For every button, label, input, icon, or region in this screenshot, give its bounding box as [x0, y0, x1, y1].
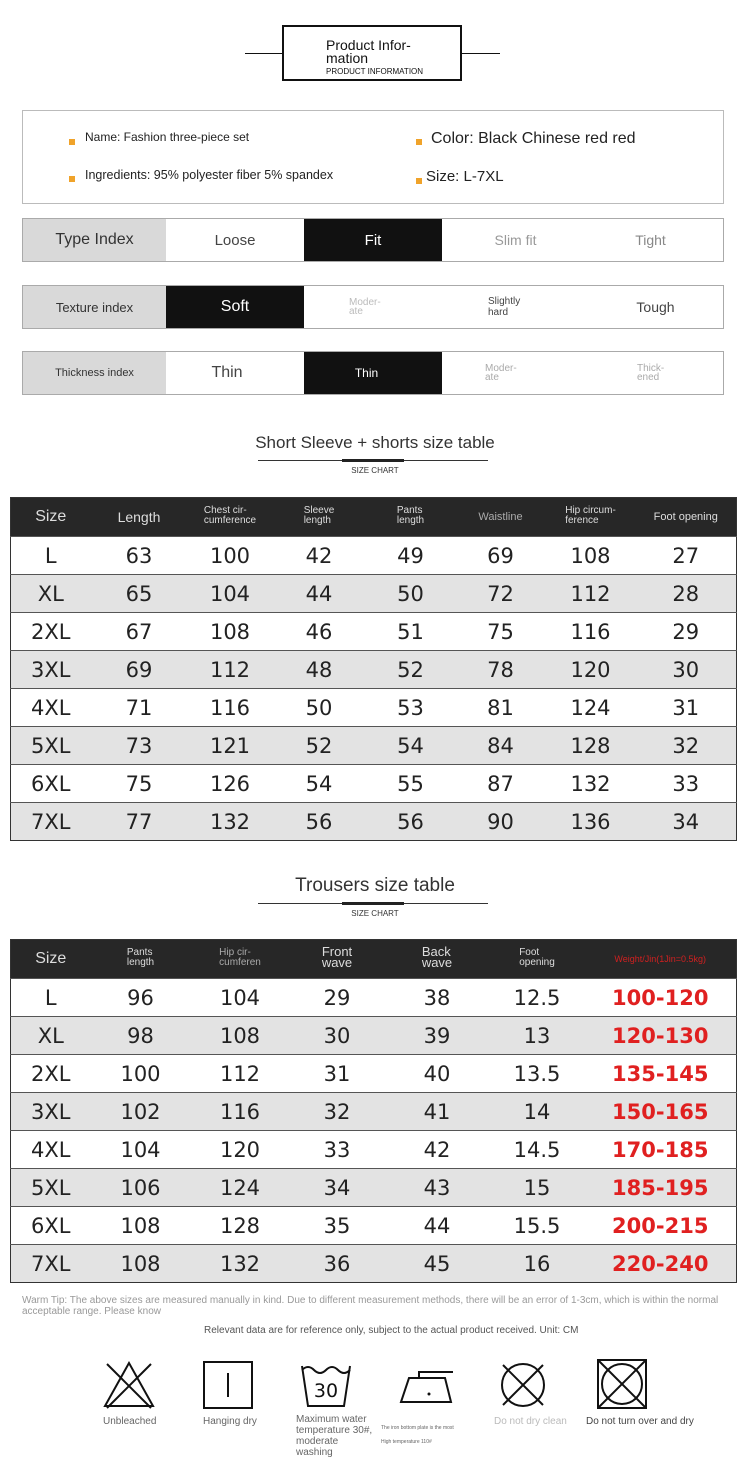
table-row: [11, 613, 737, 651]
table-cell: 14.5: [490, 1131, 585, 1169]
table-cell: 50: [273, 689, 366, 727]
short-sleeve-size-table: [10, 497, 737, 841]
table-cell: 44: [273, 575, 366, 613]
table-cell: 112: [546, 575, 636, 613]
care-label-hanging-dry: Hanging dry: [203, 1416, 257, 1427]
table-cell: 220-240: [585, 1245, 737, 1283]
table-cell: 15.5: [490, 1207, 585, 1245]
table-cell: 46: [273, 613, 366, 651]
table-cell: 38: [385, 979, 490, 1017]
table-cell: 40: [385, 1055, 490, 1093]
table-row: [11, 979, 737, 1017]
table-cell: 136: [546, 803, 636, 841]
table-cell: 50: [366, 575, 456, 613]
hang-dry-icon: [202, 1360, 254, 1410]
table-cell: 73: [91, 727, 188, 765]
table-cell: 116: [188, 689, 273, 727]
table-cell: 116: [191, 1093, 290, 1131]
table-cell: 36: [290, 1245, 385, 1283]
table-cell: 100: [91, 1055, 191, 1093]
table-cell: 132: [188, 803, 273, 841]
table-cell: 106: [91, 1169, 191, 1207]
table-row: [11, 1131, 737, 1169]
care-label-no-dry-clean: Do not dry clean: [494, 1416, 567, 1427]
care-label-unbleached: Unbleached: [103, 1416, 157, 1427]
table-cell: 48: [273, 651, 366, 689]
no-bleach-icon: [103, 1360, 155, 1410]
col-header: Weight/Jin(1Jin=0.5kg): [585, 940, 737, 979]
thickness-index-label: Thickness index: [23, 352, 166, 394]
table-cell: 124: [546, 689, 636, 727]
col-header: Pants length: [366, 498, 456, 537]
table-cell: 84: [456, 727, 546, 765]
texture-index-label: Texture index: [23, 286, 166, 328]
table-cell: 102: [91, 1093, 191, 1131]
table-row: [11, 651, 737, 689]
iron-icon: [399, 1370, 465, 1406]
table-cell: 51: [366, 613, 456, 651]
col-header: Sleeve length: [273, 498, 366, 537]
table-cell: 124: [191, 1169, 290, 1207]
thickness-option-thin: Thin: [211, 364, 243, 381]
table-cell: 28: [636, 575, 737, 613]
thickness-option-thin-selected: Thin: [354, 366, 379, 380]
type-option-slim-fit: Slim fit: [494, 232, 537, 248]
table-cell: 108: [188, 613, 273, 651]
info-name: Name: Fashion three-piece set: [85, 130, 250, 144]
table-cell: 132: [191, 1245, 290, 1283]
table-cell: 32: [636, 727, 737, 765]
bullet-icon: [416, 178, 422, 184]
table-cell: 42: [385, 1131, 490, 1169]
table-cell: 43: [385, 1169, 490, 1207]
table-cell: 128: [191, 1207, 290, 1245]
table-cell: 56: [366, 803, 456, 841]
table-cell: 75: [456, 613, 546, 651]
table-cell: 13.5: [490, 1055, 585, 1093]
col-header: Length: [91, 498, 188, 537]
table-cell: 100-120: [585, 979, 737, 1017]
type-index-row: [22, 218, 724, 262]
size-cell: 2XL: [11, 1055, 91, 1093]
care-label-no-tumble: Do not turn over and dry: [586, 1416, 694, 1427]
table-cell: 16: [490, 1245, 585, 1283]
table2-body: [11, 979, 737, 1283]
header-left-rule: [245, 53, 282, 54]
table-row: [11, 537, 737, 575]
table-cell: 31: [636, 689, 737, 727]
table-row: [11, 1207, 737, 1245]
table-header-row: [11, 940, 737, 979]
table-cell: 52: [366, 651, 456, 689]
reference-note: Relevant data are for reference only, subject to the actual product received. Unit: CM: [204, 1325, 579, 1336]
table-cell: 52: [273, 727, 366, 765]
table-cell: 120: [546, 651, 636, 689]
type-option-loose: Loose: [214, 231, 256, 249]
table-cell: 56: [273, 803, 366, 841]
bullet-icon: [416, 139, 422, 145]
table-cell: 55: [366, 765, 456, 803]
no-tumble-dry-icon: [596, 1358, 648, 1410]
table-row: [11, 1017, 737, 1055]
table-cell: 30: [290, 1017, 385, 1055]
table-cell: 72: [456, 575, 546, 613]
table-cell: 14: [490, 1093, 585, 1131]
table-cell: 39: [385, 1017, 490, 1055]
size-cell: XL: [11, 575, 91, 613]
table-cell: 87: [456, 765, 546, 803]
table-row: [11, 1245, 737, 1283]
texture-option-moderate: Moder- ate: [349, 297, 381, 317]
table-cell: 34: [290, 1169, 385, 1207]
table-cell: 65: [91, 575, 188, 613]
table-cell: 77: [91, 803, 188, 841]
size-cell: 5XL: [11, 1169, 91, 1207]
bullet-icon: [69, 139, 75, 145]
size-cell: 4XL: [11, 689, 91, 727]
table-cell: 27: [636, 537, 737, 575]
col-header: Pants length: [91, 940, 191, 979]
table-cell: 116: [546, 613, 636, 651]
table-cell: 31: [290, 1055, 385, 1093]
table-cell: 30: [636, 651, 737, 689]
type-option-fit: Fit: [364, 231, 382, 249]
table-cell: 108: [546, 537, 636, 575]
table-cell: 15: [490, 1169, 585, 1207]
table-cell: 49: [366, 537, 456, 575]
table-cell: 12.5: [490, 979, 585, 1017]
table-row: [11, 689, 737, 727]
table-cell: 104: [188, 575, 273, 613]
table-cell: 120: [191, 1131, 290, 1169]
size-cell: 7XL: [11, 1245, 91, 1283]
bullet-icon: [69, 176, 75, 182]
table-cell: 185-195: [585, 1169, 737, 1207]
table-cell: 104: [91, 1131, 191, 1169]
table-cell: 81: [456, 689, 546, 727]
type-option-tight: Tight: [635, 232, 666, 248]
thickness-index-row: [22, 351, 724, 395]
size-cell: 6XL: [11, 765, 91, 803]
size-cell: 4XL: [11, 1131, 91, 1169]
table-row: [11, 1169, 737, 1207]
table-cell: 135-145: [585, 1055, 737, 1093]
table-cell: 90: [456, 803, 546, 841]
info-color: Color: Black Chinese red red: [431, 130, 636, 147]
table-cell: 150-165: [585, 1093, 737, 1131]
table-row: [11, 803, 737, 841]
table-cell: 29: [636, 613, 737, 651]
header-title: Product Infor- mation: [326, 37, 411, 66]
col-header: Front wave: [290, 940, 385, 979]
table-cell: 53: [366, 689, 456, 727]
texture-option-soft: Soft: [220, 298, 250, 315]
table-cell: 54: [273, 765, 366, 803]
table-cell: 170-185: [585, 1131, 737, 1169]
table-cell: 41: [385, 1093, 490, 1131]
no-dry-clean-icon: [498, 1360, 548, 1410]
size-cell: 6XL: [11, 1207, 91, 1245]
table-cell: 35: [290, 1207, 385, 1245]
size-cell: 7XL: [11, 803, 91, 841]
table1-body: [11, 537, 737, 841]
table-cell: 13: [490, 1017, 585, 1055]
size-cell: 3XL: [11, 1093, 91, 1131]
col-header: Back wave: [385, 940, 490, 979]
table-cell: 63: [91, 537, 188, 575]
table-cell: 132: [546, 765, 636, 803]
table-cell: 112: [191, 1055, 290, 1093]
table-row: [11, 765, 737, 803]
wash-temperature-text: 30: [313, 1380, 339, 1402]
table-cell: 100: [188, 537, 273, 575]
col-header: Waistline: [456, 498, 546, 537]
care-label-iron: The iron bottom plate is the most: [381, 1425, 454, 1431]
table-cell: 108: [191, 1017, 290, 1055]
table-cell: 54: [366, 727, 456, 765]
table1-title: Short Sleeve + shorts size table: [255, 433, 495, 452]
size-cell: 5XL: [11, 727, 91, 765]
table-cell: 200-215: [585, 1207, 737, 1245]
col-header: Foot opening: [636, 498, 737, 537]
table-cell: 112: [188, 651, 273, 689]
care-label-iron-temp: High temperature 110#: [381, 1439, 432, 1445]
table-cell: 120-130: [585, 1017, 737, 1055]
col-header: Chest cir- cumference: [188, 498, 273, 537]
col-header: Size: [11, 940, 91, 979]
table-cell: 69: [91, 651, 188, 689]
table-cell: 33: [636, 765, 737, 803]
info-ingredients: Ingredients: 95% polyester fiber 5% spandex: [85, 168, 334, 182]
thickness-option-thickened: Thick- ened: [637, 363, 665, 383]
table-cell: 104: [191, 979, 290, 1017]
table2-subtitle: SIZE CHART: [351, 909, 399, 918]
table-row: [11, 1093, 737, 1131]
table-cell: 96: [91, 979, 191, 1017]
col-header: Size: [11, 498, 91, 537]
table-cell: 98: [91, 1017, 191, 1055]
col-header: Hip cir- cumferen: [191, 940, 290, 979]
size-cell: 3XL: [11, 651, 91, 689]
table1-title-mark: [342, 459, 404, 462]
product-info-box: [22, 110, 724, 204]
table-cell: 75: [91, 765, 188, 803]
warm-tip: Warm Tip: The above sizes are measured manually in kind. Due to different measurement methods, there will be an error of 1-3cm, which is within the normal acceptable range. Please know: [22, 1295, 719, 1317]
thickness-option-moderate: Moder- ate: [485, 363, 517, 383]
size-cell: XL: [11, 1017, 91, 1055]
header-box: [282, 25, 462, 81]
table-row: [11, 575, 737, 613]
care-label-max-water: Maximum water temperature 30#, moderate washing: [296, 1414, 373, 1458]
table-cell: 29: [290, 979, 385, 1017]
wash-30-icon: [299, 1360, 353, 1410]
table-cell: 45: [385, 1245, 490, 1283]
texture-option-slightly-hard: Slightly hard: [488, 296, 521, 318]
texture-index-row: [22, 285, 724, 329]
table-row: [11, 1055, 737, 1093]
table2-title-mark: [342, 902, 404, 905]
table-cell: 126: [188, 765, 273, 803]
table-cell: 32: [290, 1093, 385, 1131]
header-right-rule: [462, 53, 500, 54]
trousers-size-table: [10, 939, 737, 1283]
size-cell: L: [11, 979, 91, 1017]
type-index-label: Type Index: [23, 219, 166, 261]
table-cell: 71: [91, 689, 188, 727]
table-row: [11, 727, 737, 765]
table-cell: 34: [636, 803, 737, 841]
size-cell: L: [11, 537, 91, 575]
info-size: Size: L-7XL: [426, 168, 504, 185]
table2-title: Trousers size table: [295, 875, 455, 896]
texture-option-tough: Tough: [636, 299, 675, 315]
table-cell: 121: [188, 727, 273, 765]
table-cell: 44: [385, 1207, 490, 1245]
table1-subtitle: SIZE CHART: [351, 466, 399, 475]
header-subtitle: PRODUCT INFORMATION: [326, 67, 424, 76]
size-cell: 2XL: [11, 613, 91, 651]
col-header: Foot opening: [490, 940, 585, 979]
table-header-row: [11, 498, 737, 537]
table-cell: 33: [290, 1131, 385, 1169]
table-cell: 67: [91, 613, 188, 651]
table-cell: 128: [546, 727, 636, 765]
table-cell: 42: [273, 537, 366, 575]
table-cell: 108: [91, 1207, 191, 1245]
table-cell: 69: [456, 537, 546, 575]
col-header: Hip circum- ference: [546, 498, 636, 537]
table-cell: 78: [456, 651, 546, 689]
table-cell: 108: [91, 1245, 191, 1283]
